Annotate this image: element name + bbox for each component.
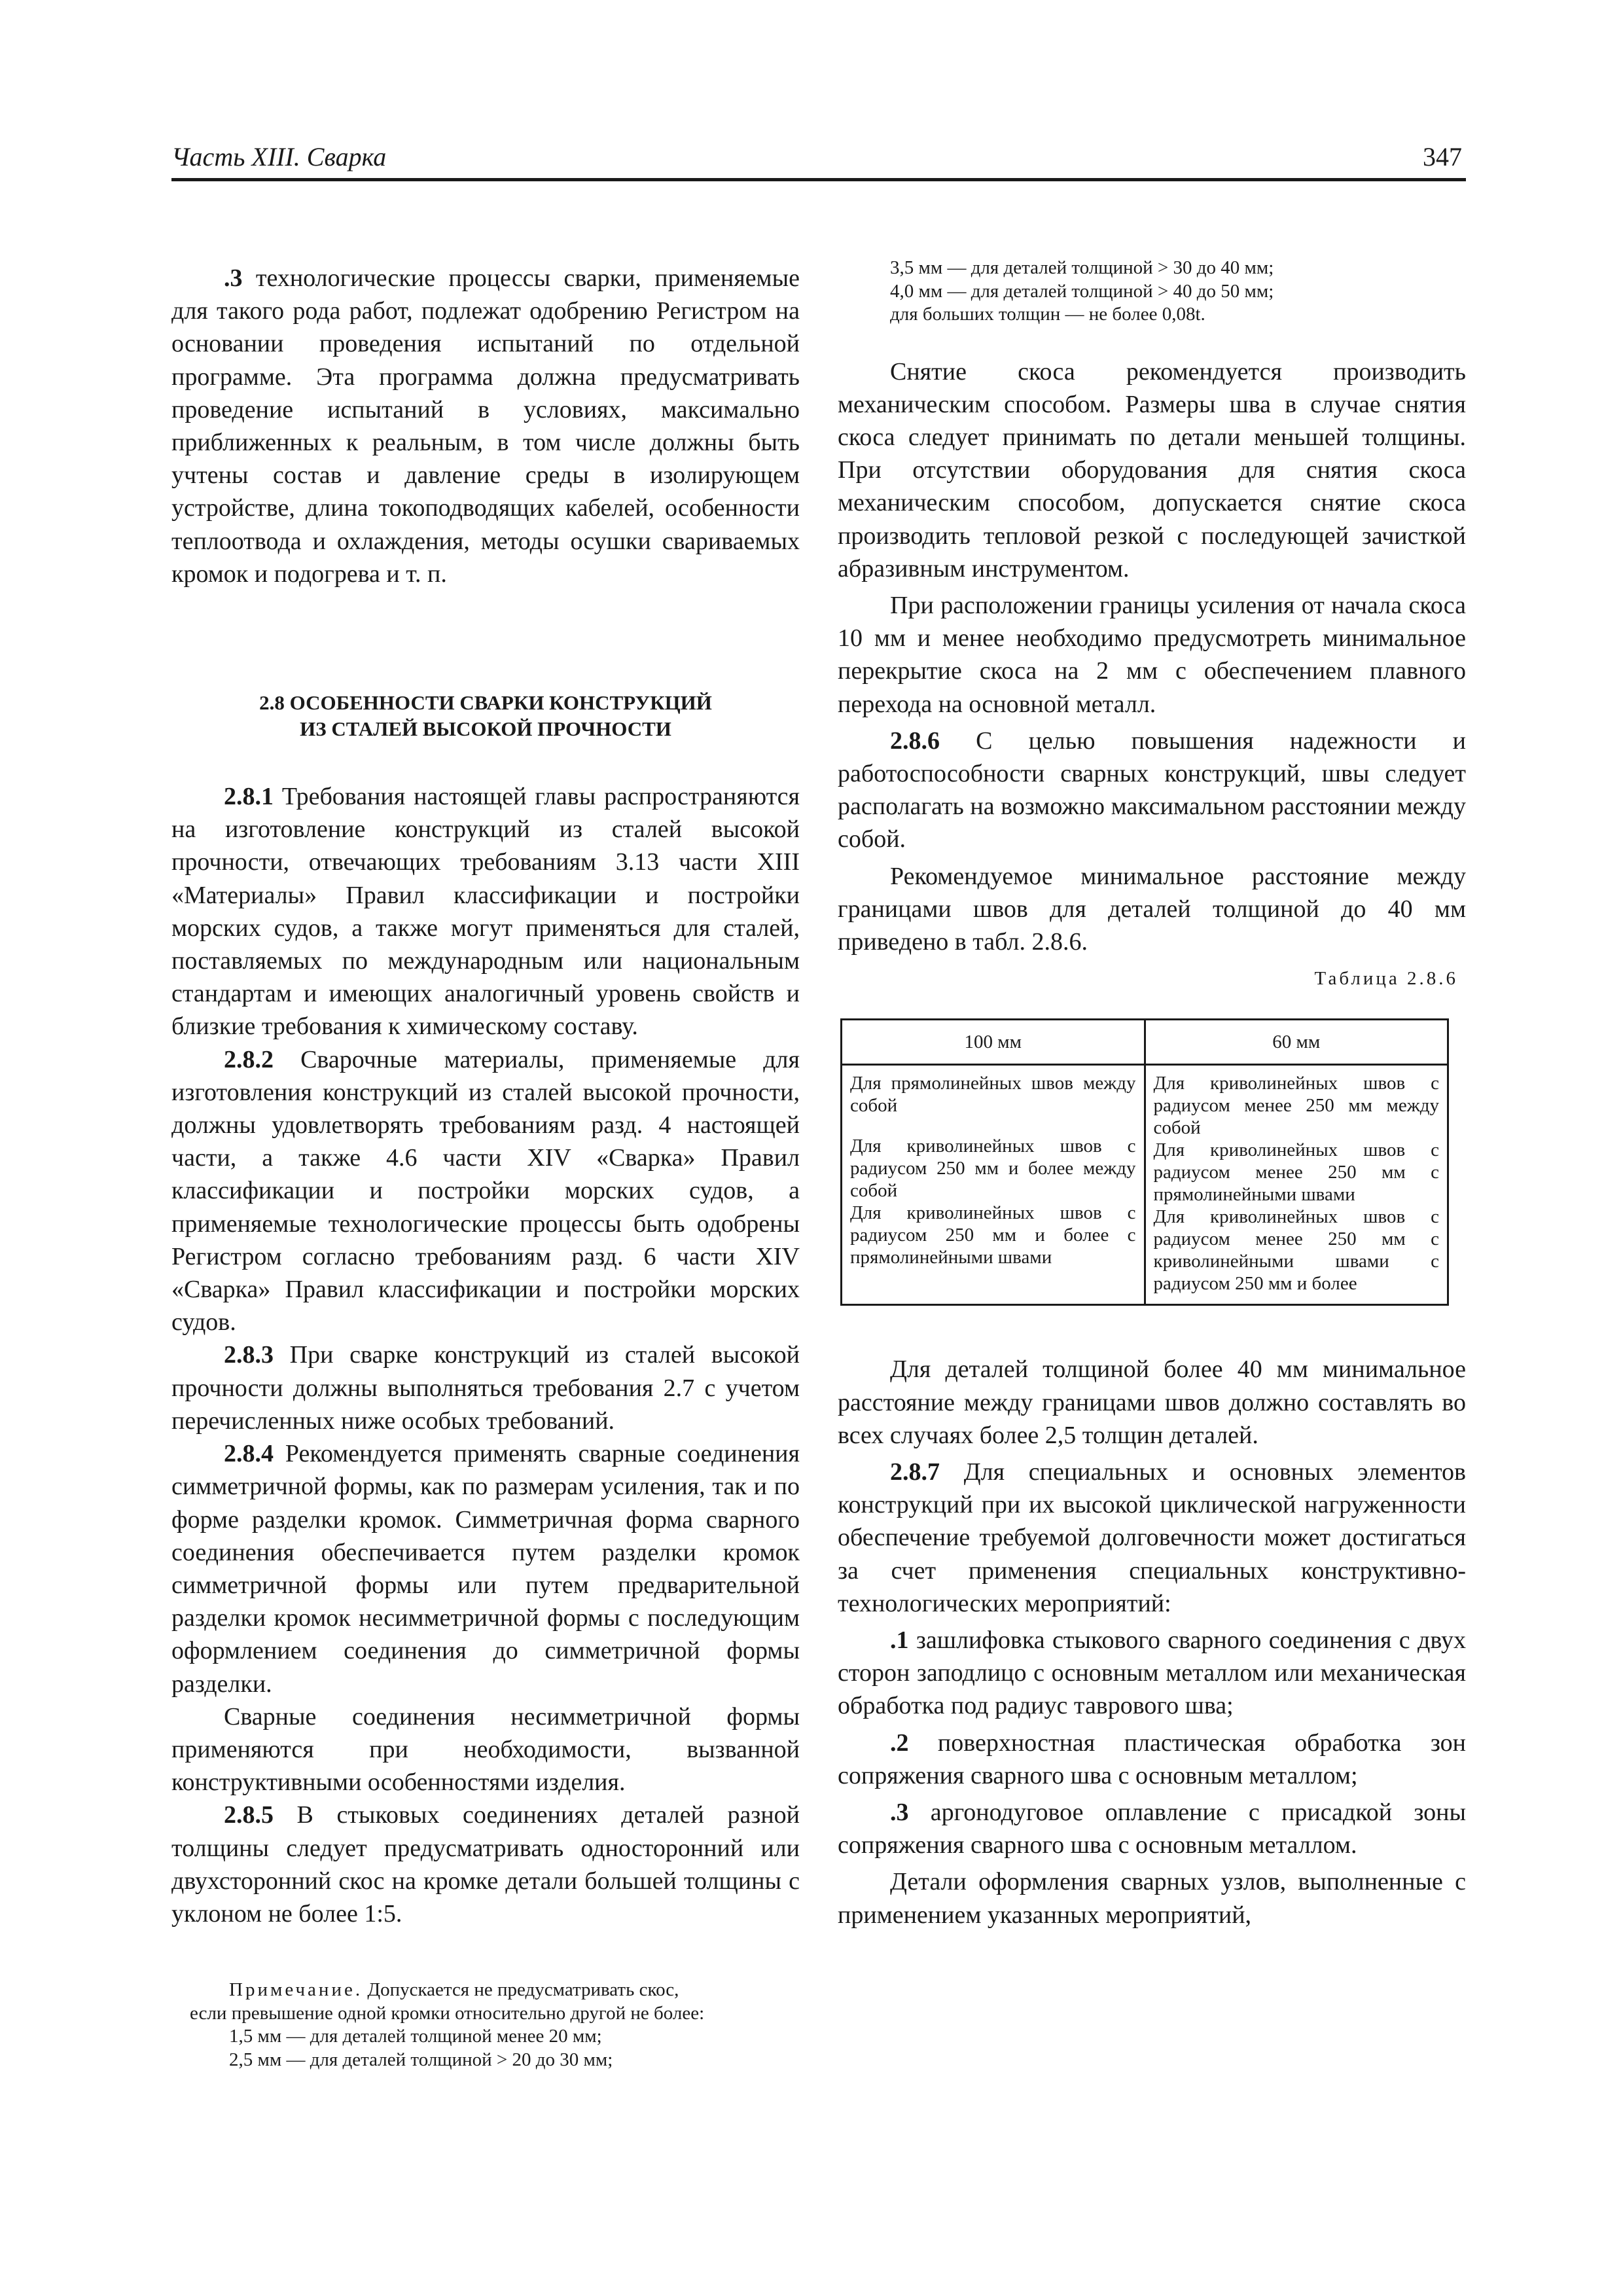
table-cell [1145, 1065, 1448, 1305]
paragraph-text: При сварке конструкций из сталей высокой прочности должны выполняться требования 2.7 с учетом перечисленных ниже особых требований. [171, 1341, 800, 1435]
paragraph-2-8-1 [171, 780, 800, 1043]
clause-number: 2.8.1 [224, 783, 274, 811]
item-number: .3 [224, 264, 243, 292]
paragraph-text: поверхностная пластическая обработка зон сопряжения сварного шва с основным металлом; [838, 1729, 1466, 1789]
paragraph-2-8-7 [838, 1456, 1466, 1620]
table-header-cell: 100 мм [842, 1020, 1145, 1065]
section-heading [171, 690, 800, 742]
item-number: .2 [890, 1729, 909, 1757]
paragraph-item-3 [171, 262, 800, 590]
clause-number: 2.8.4 [224, 1440, 274, 1468]
note-line-3: 1,5 мм — для деталей толщиной менее 20 мм; [229, 2026, 602, 2047]
note-text: Допускается не предусматривать скос, [367, 1979, 679, 2001]
paragraph-text: С целью повышения надежности и работоспособности сварных конструкций, швы следует располагать на возможно максимальном расстоянии между собой. [838, 726, 1467, 853]
cell-text: Для криволинейных швов с радиусом менее 250 мм между собой [1153, 1073, 1439, 1139]
clause-number: 2.8.3 [224, 1341, 274, 1369]
note-line-2: если превышение одной кромки относительно другой не более: [190, 2002, 705, 2024]
paragraph-text: Рекомендуется применять сварные соединения симметричной формы, как по размерам усиления, так и по форме разделки кромок. Симметричная форма сварного соединения обеспечивается путем разделки кромок симметричной формы или путем предварительной разделки кромок несимметричной формы с последующим оформлением соединения до симметричной формы разделки. [171, 1440, 800, 1698]
cell-text: Для криволинейных швов с радиусом менее 250 мм с криволинейными швами с радиусом 250 мм и более [1153, 1206, 1439, 1295]
paragraph-2-8-6 [838, 725, 1466, 856]
paragraph-text: Сварочные материалы, применяемые для изготовления конструкций из сталей высокой прочности, должны удовлетворять требованиям разд. 4 настоящей части, а также 4.6 части XIV «Сварка» Правил классификации и постройки морских судов, а применяемые технологические процессы быть одобрены Регистром согласно требованиям разд. 6 части XIV «Сварка» Правил классификации и постройки морских судов. [171, 1045, 800, 1336]
paragraph-text: В стыковых соединениях деталей разной толщины следует предусматривать односторонний или двухсторонний скос на кромке детали большей толщины с уклоном не более 1:5. [171, 1801, 800, 1928]
note-continuation [838, 257, 1466, 327]
paragraph-2-8-4-cont: Сварные соединения несимметричной формы применяются при необходимости, вызванной конструктивными особенностями изделия. [171, 1702, 800, 1797]
note-line-4: 2,5 мм — для деталей толщиной > 20 до 30 мм; [229, 2049, 613, 2070]
paragraph-text: аргонодуговое оплавление с присадкой зоны сопряжения сварного шва с основным металлом. [838, 1799, 1466, 1859]
left-column [171, 262, 800, 2072]
paragraph-2-8-2 [171, 1043, 800, 1339]
weld-distance-table [840, 1018, 1449, 1306]
item-number: .3 [890, 1799, 909, 1826]
right-column [838, 257, 1467, 1931]
paragraph-2-8-3 [171, 1338, 800, 1437]
clause-number: 2.8.7 [890, 1458, 940, 1486]
paragraph-text: Для специальных и основных элементов конструкций при их высокой циклической нагруженности обеспечение требуемой долговечности может достигаться за счет применения специальных конструктивно-технологических мероприятий: [838, 1458, 1466, 1617]
clause-number: 2.8.6 [890, 726, 940, 755]
paragraph-details: Детали оформления сварных узлов, выполненные с применением указанных мероприятий, [838, 1868, 1466, 1929]
note-line-6: 4,0 мм — для деталей толщиной > 40 до 50 мм; [890, 280, 1274, 302]
list-item-1 [838, 1624, 1466, 1723]
table-caption: Таблица 2.8.6 [1314, 968, 1458, 990]
table-cell [842, 1065, 1145, 1305]
note-line-1 [171, 1979, 800, 2002]
note-line-7: для больших толщин — не более 0,08t. [890, 304, 1205, 325]
list-item-3 [838, 1796, 1466, 1861]
table-header-row [842, 1020, 1448, 1065]
cell-text: Для прямолинейных швов между собой [850, 1073, 1136, 1117]
paragraph-2-8-4 [171, 1437, 800, 1700]
paragraph-thick-parts: Для деталей толщиной более 40 мм минимальное расстояние между границами швов должно составлять во всех случаях более 2,5 толщин деталей. [838, 1355, 1466, 1449]
running-header [171, 141, 1466, 181]
paragraph-bevel-removal: Снятие скоса рекомендуется производить механическим способом. Размеры шва в случае снятия скоса следует принимать по детали меньшей толщины. При отсутствии оборудования для снятия скоса механическим способом, допускается снятие скоса производить тепловой резкой с последующей зачисткой абразивным инструментом. [838, 357, 1466, 583]
clause-number: 2.8.5 [224, 1801, 274, 1829]
note-block [171, 1979, 800, 2072]
cell-text: Для криволинейных швов с радиусом менее 250 мм с прямолинейными швами [1153, 1139, 1439, 1206]
paragraph-recommended-distance: Рекомендуемое минимальное расстояние между границами швов для деталей толщиной до 40 мм приведено в табл. 2.8.6. [838, 862, 1466, 956]
paragraph-reinforcement-boundary: При расположении границы усиления от начала скоса 10 мм и менее необходимо предусмотреть минимальное перекрытие скоса на 2 мм с обеспечением плавного перехода на основной металл. [838, 591, 1466, 718]
section-heading-line-2: ИЗ СТАЛЕЙ ВЫСОКОЙ ПРОЧНОСТИ [300, 717, 671, 741]
clause-number: 2.8.2 [224, 1045, 274, 1073]
paragraph-2-8-5 [171, 1799, 800, 1930]
table-row [842, 1065, 1448, 1305]
table-header-cell: 60 мм [1145, 1020, 1448, 1065]
cell-text: Для криволинейных швов с радиусом 250 мм и более с прямолинейными швами [850, 1202, 1136, 1268]
paragraph-text: технологические процессы сварки, применяемые для такого рода работ, подлежат одобрению Регистром на основании проведения испытаний по отдельной программе. Эта программа должна предусматривать проведение испытаний в условиях, максимально приближенных к реальным, в том числе должны быть учтены состав и давление среды в изолирующем устройстве, длина токоподводящих кабелей, особенности теплоотвода и охлаждения, методы осушки свариваемых кромок и подогрева и т. п. [171, 264, 800, 588]
list-item-2 [838, 1727, 1466, 1792]
section-heading-line-1: 2.8 ОСОБЕННОСТИ СВАРКИ КОНСТРУКЦИЙ [259, 691, 712, 715]
note-label: Примечание. [229, 1979, 363, 2001]
paragraph-text: Требования настоящей главы распространяются на изготовление конструкций из сталей высокой прочности, отвечающих требованиям 3.13 части XIII «Материалы» Правил классификации и постройки морских судов, а также могут применяться для сталей, поставляемых по международным или национальным стандартам и имеющих аналогичный уровень свойств и близкие требования к химическому составу. [171, 783, 800, 1041]
page-number: 347 [1423, 142, 1462, 171]
item-number: .1 [890, 1626, 909, 1654]
note-line-5: 3,5 мм — для деталей толщиной > 30 до 40 мм; [890, 257, 1274, 278]
cell-text: Для криволинейных швов с радиусом 250 мм и более между собой [850, 1136, 1136, 1202]
paragraph-text: зашлифовка стыкового сварного соединения с двух сторон заподлицо с основным металлом или механическая обработка под радиус таврового шва; [838, 1626, 1467, 1720]
header-title: Часть XIII. Сварка [171, 142, 387, 171]
